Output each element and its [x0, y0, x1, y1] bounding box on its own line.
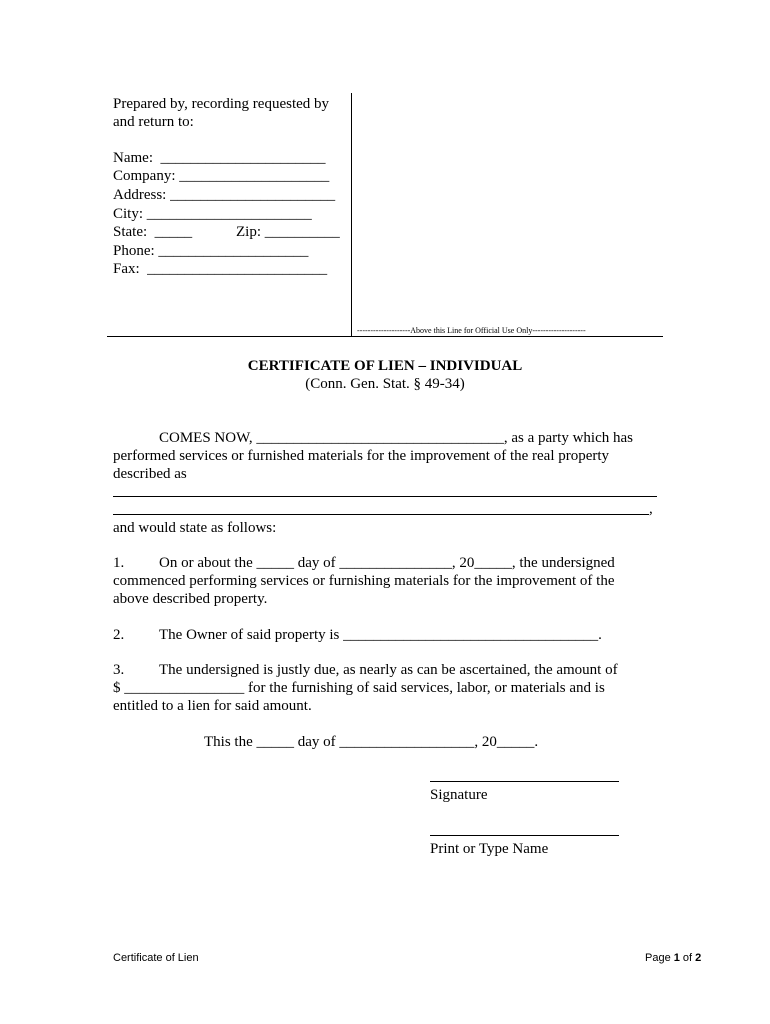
signature-label: Signature: [430, 787, 488, 803]
property-description-line-1[interactable]: [113, 496, 657, 497]
page-of: of: [679, 952, 696, 964]
item-1-number: 1.: [113, 555, 125, 571]
intro-line-1: COMES NOW, _________________________________, as a party which has: [159, 430, 634, 446]
item-3-line-2: $ ________________ for the furnishing of said services, labor, or materials and is: [113, 680, 605, 696]
item-3-line-3: entitled to a lien for said amount.: [113, 698, 312, 714]
official-use-notice: --------------------Above this Line for Official Use Only--------------------: [357, 326, 586, 335]
intro-line-3: described as: [113, 466, 187, 482]
print-name-label: Print or Type Name: [430, 841, 549, 857]
address-field[interactable]: Address: ______________________: [113, 187, 336, 203]
state-field[interactable]: State: _____: [113, 224, 193, 240]
name-field[interactable]: Name: ______________________: [113, 150, 326, 166]
page-prefix: Page: [645, 952, 674, 964]
item-3-number: 3.: [113, 662, 125, 678]
page-total: 2: [695, 952, 702, 964]
prepared-by-line2: and return to:: [113, 114, 194, 130]
property-description-line-2[interactable]: [113, 514, 649, 515]
page-number: 1: [673, 952, 680, 964]
print-name-line[interactable]: [430, 835, 619, 836]
prepared-by-line1: Prepared by, recording requested by: [113, 96, 330, 112]
item-1-line-3: above described property.: [113, 591, 268, 607]
item-2-number: 2.: [113, 627, 125, 643]
fax-field[interactable]: Fax: ________________________: [113, 261, 328, 277]
company-field[interactable]: Company: ____________________: [113, 168, 330, 184]
header-divider-horizontal: [107, 336, 663, 337]
intro-line-2: performed services or furnished materials for the improvement of the real property: [113, 448, 610, 464]
footer-title: Certificate of Lien: [113, 952, 199, 964]
city-field[interactable]: City: ______________________: [113, 206, 312, 222]
signature-line[interactable]: [430, 781, 619, 782]
page-indicator: [645, 949, 701, 967]
property-description-comma: ,: [649, 501, 653, 517]
item-2-line-1: The Owner of said property is __________________________________.: [159, 627, 602, 643]
header-divider-vertical: [351, 93, 352, 336]
phone-field[interactable]: Phone: ____________________: [113, 243, 309, 259]
item-1-line-1: On or about the _____ day of _______________, 20_____, the undersigned: [159, 555, 615, 571]
document-title: CERTIFICATE OF LIEN – INDIVIDUAL: [247, 358, 523, 374]
zip-field[interactable]: Zip: __________: [236, 224, 340, 240]
dated-line: This the _____ day of __________________, 20_____.: [204, 734, 539, 750]
item-1-line-2: commenced performing services or furnishing materials for the improvement of the: [113, 573, 615, 589]
document-subtitle: (Conn. Gen. Stat. § 49-34): [305, 376, 465, 392]
item-3-line-1: The undersigned is justly due, as nearly as can be ascertained, the amount of: [159, 662, 618, 678]
intro-line-4: and would state as follows:: [113, 520, 277, 536]
